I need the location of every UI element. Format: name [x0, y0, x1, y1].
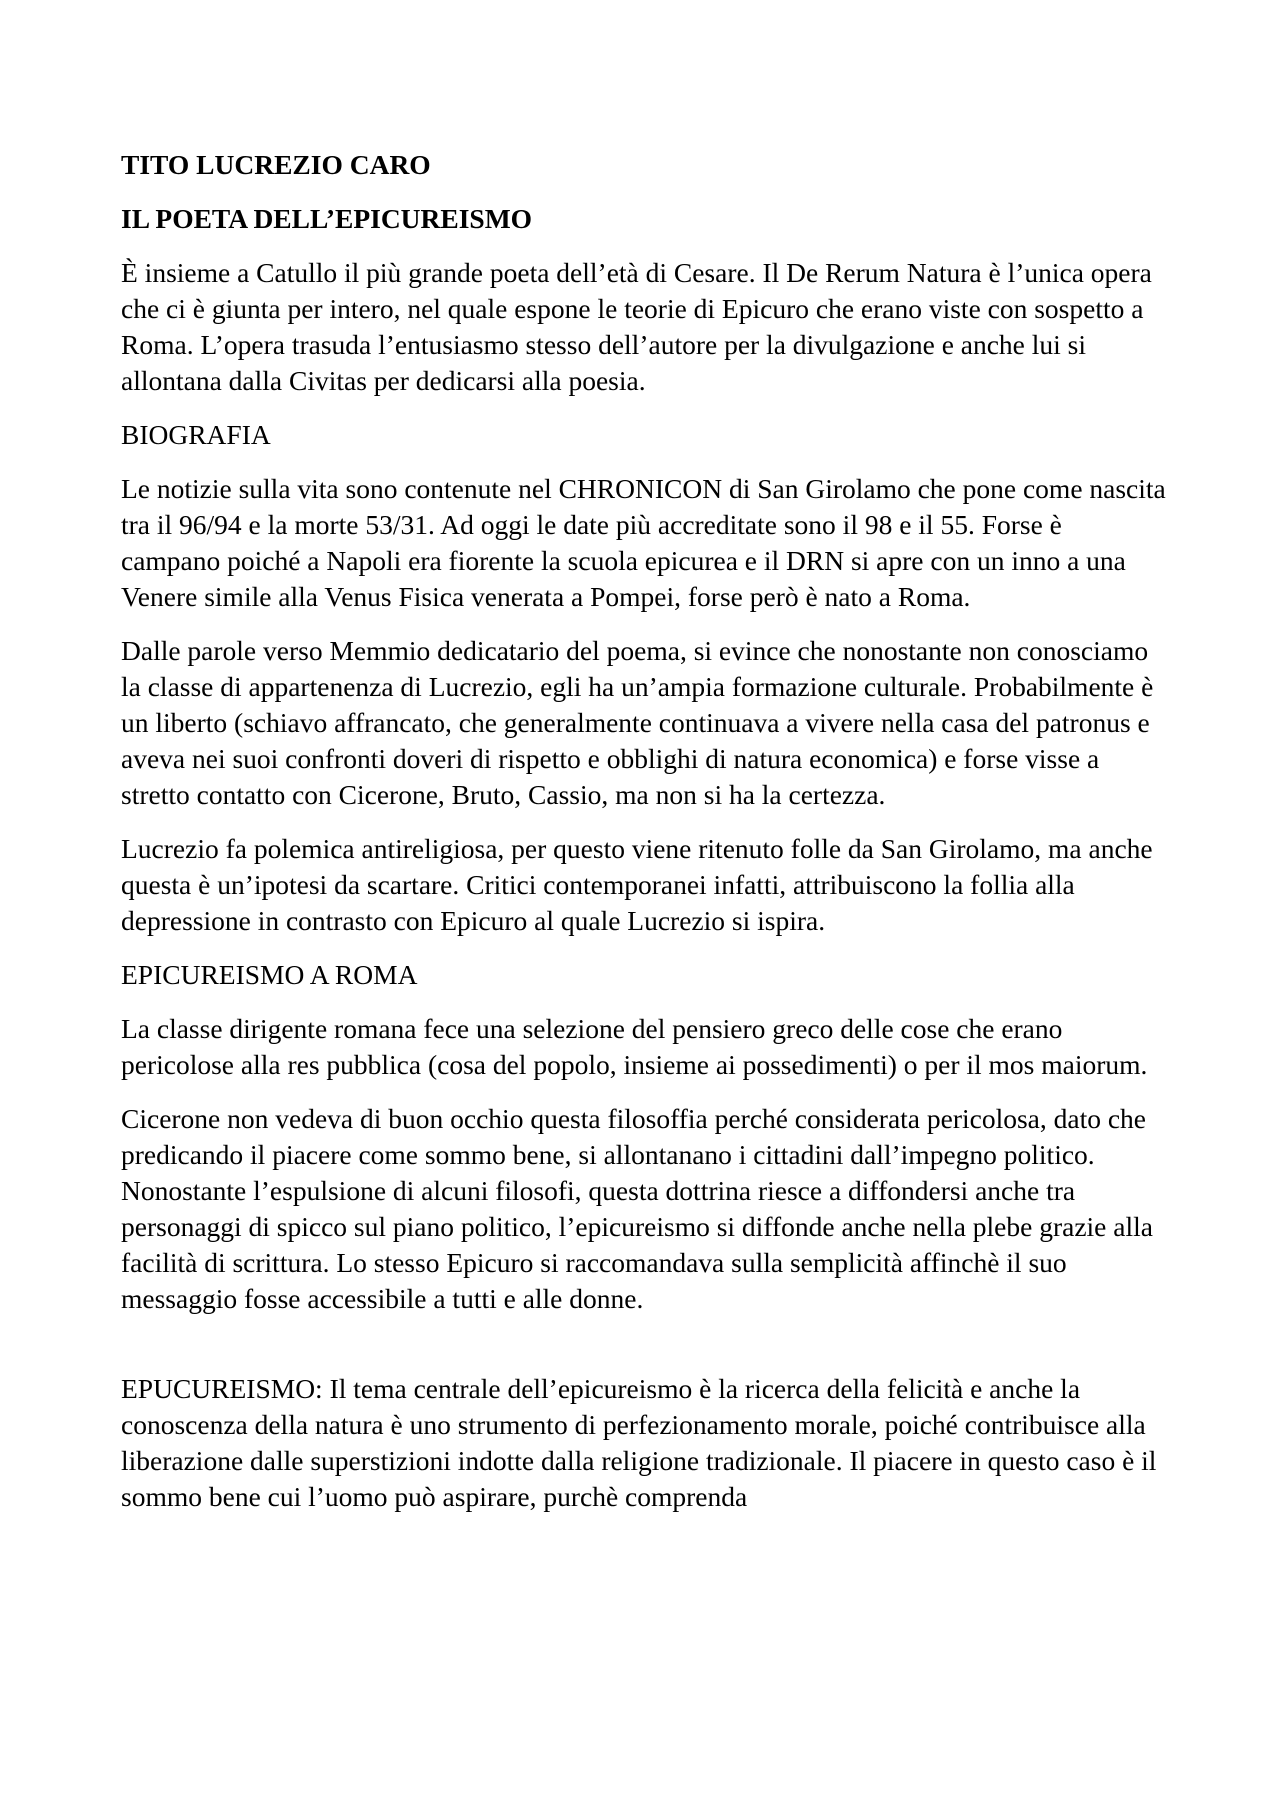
biografia-paragraph-3: Lucrezio fa polemica antireligiosa, per questo viene ritenuto folle da San Girolamo, ma anche questa è un’ipotesi da scartare. Critici contemporanei infatti, attribuiscono la follia alla depressione in contrasto con Epicuro al quale Lucrezio si ispira.	[121, 833, 1153, 936]
roma-paragraph-1: La classe dirigente romana fece una selezione del pensiero greco delle cose che erano pericolose alla res pubblica (cosa del popolo, insieme ai possedimenti) o per il mos maiorum.	[121, 1013, 1148, 1080]
document-subtitle: IL POETA DELL’EPICUREISMO	[121, 203, 533, 234]
section-heading-biografia: BIOGRAFIA	[121, 419, 271, 450]
epicureismo-paragraph: EPUCUREISMO: Il tema centrale dell’epicureismo è la ricerca della felicità e anche la conoscenza della natura è uno strumento di perfezionamento morale, poiché contribuisce alla liberazione dalle superstizioni indotte dalla religione tradizionale. Il piacere in questo caso è il sommo bene cui l’uomo può aspirare, purchè comprenda	[121, 1373, 1157, 1512]
biografia-paragraph-2: Dalle parole verso Memmio dedicatario del poema, si evince che nonostante non conosciamo la classe di appartenenza di Lucrezio, egli ha un’ampia formazione culturale. Probabilmente è un liberto (schiavo affrancato, che generalmente continuava a vivere nella casa del patronus e aveva nei suoi confronti doveri di rispetto e obblighi di natura economica) e forse visse a stretto contatto con Cicerone, Bruto, Cassio, ma non si ha la certezza.	[121, 635, 1154, 810]
roma-paragraph-2: Cicerone non vedeva di buon occhio questa filosoffia perché considerata pericolosa, dato che predicando il piacere come sommo bene, si allontanano i cittadini dall’impegno politico. Nonostante l’espulsione di alcuni filosofi, questa dottrina riesce a diffondersi anche tra personaggi di spicco sul piano politico, l’epicureismo si diffonde anche nella plebe grazie alla facilità di scrittura. Lo stesso Epicuro si raccomandava sulla semplicità affinchè il suo messaggio fosse accessibile a tutti e alle donne.	[121, 1103, 1153, 1314]
document-body	[121, 147, 1166, 1533]
document-title: TITO LUCREZIO CARO	[121, 149, 431, 180]
biografia-paragraph-1: Le notizie sulla vita sono contenute nel CHRONICON di San Girolamo che pone come nascita tra il 96/94 e la morte 53/31. Ad oggi le date più accreditate sono il 98 e il 55. Forse è campano poiché a Napoli era fiorente la scuola epicurea e il DRN si apre con un inno a una Venere simile alla Venus Fisica venerata a Pompei, forse però è nato a Roma.	[121, 473, 1166, 612]
section-heading-epicureismo-roma: EPICUREISMO A ROMA	[121, 959, 418, 990]
intro-paragraph: È insieme a Catullo il più grande poeta dell’età di Cesare. Il De Rerum Natura è l’unica opera che ci è giunta per intero, nel quale espone le teorie di Epicuro che erano viste con sospetto a Roma. L’opera trasuda l’entusiasmo stesso dell’autore per la divulgazione e anche lui si allontana dalla Civitas per dedicarsi alla poesia.	[121, 257, 1152, 396]
blank-line	[121, 1335, 1166, 1371]
